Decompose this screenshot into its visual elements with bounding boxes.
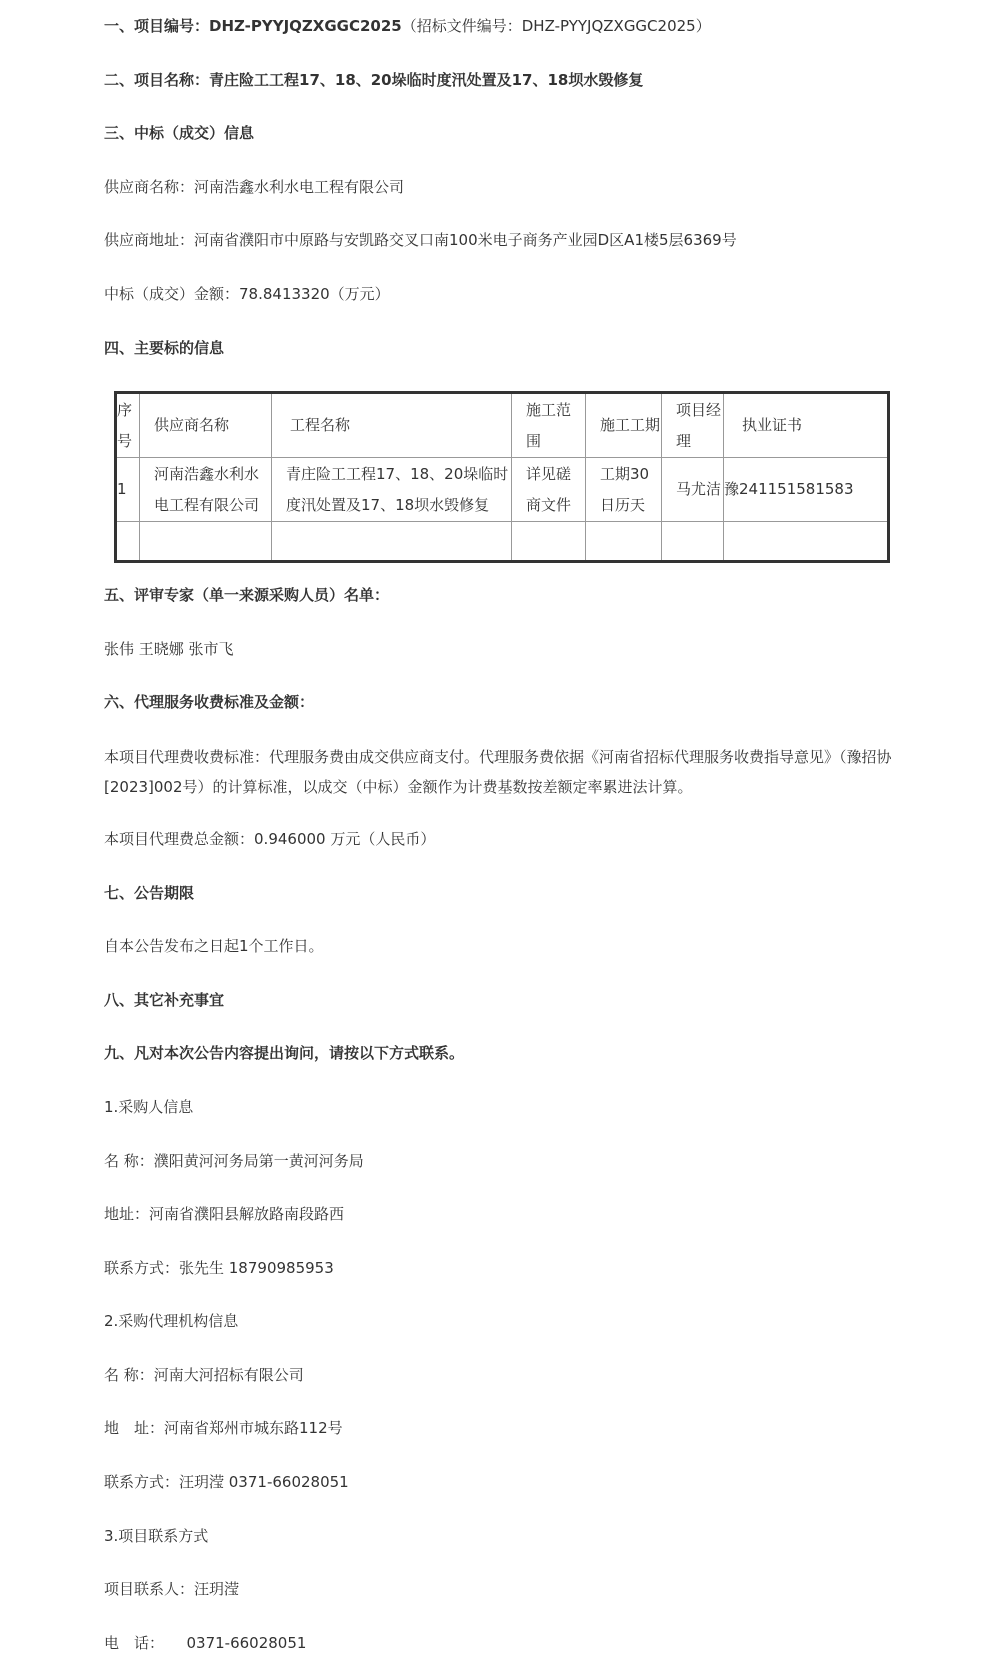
project-contact-person: 项目联系人：汪玥滢 [104,1580,240,1599]
tender-doc-number: （招标文件编号：DHZ-PYYJQZXGGC2025） [401,17,711,35]
cell-scope: 详见磋商文件 [512,458,586,522]
cell-project: 青庄险工工程17、18、20垛临时度汛处置及17、18坝水毁修复 [272,458,512,522]
experts-list: 张伟 王晓娜 张市飞 [104,639,234,658]
supplier-name: 供应商名称：河南浩鑫水利水电工程有限公司 [104,177,405,196]
header-cell: 施工工期 [586,393,662,458]
section-5-heading: 五、评审专家（单一来源采购人员）名单： [104,586,390,605]
section-8-heading: 八、其它补充事宜 [104,990,225,1009]
cell-supplier: 河南浩鑫水利水电工程有限公司 [140,458,272,522]
main-items-table [114,391,890,563]
purchaser-name: 名 称：濮阳黄河河务局第一黄河河务局 [104,1151,364,1170]
award-amount: 中标（成交）金额：78.8413320（万元） [104,284,390,303]
section-2-project-name: 二、项目名称：青庄险工工程17、18、20垛临时度汛处置及17、18坝水毁修复 [104,70,644,89]
header-cell: 项目经理 [662,393,724,458]
project-contact-heading: 3.项目联系方式 [104,1526,209,1545]
header-cell: 施工范围 [512,393,586,458]
purchaser-address: 地址：河南省濮阳县解放路南段路西 [104,1205,345,1224]
section-1-project-number [104,0,904,54]
section-9-heading: 九、凡对本次公告内容提出询问，请按以下方式联系。 [104,1044,465,1063]
section-3-heading: 三、中标（成交）信息 [104,124,255,143]
header-cell: 序号 [116,393,140,458]
notice-period: 自本公告发布之日起1个工作日。 [104,937,324,956]
fee-total: 本项目代理费总金额：0.946000 万元（人民币） [104,829,436,848]
section-7-heading: 七、公告期限 [104,883,195,902]
agency-name: 名 称：河南大河招标有限公司 [104,1365,304,1384]
supplier-address: 供应商地址：河南省濮阳市中原路与安凯路交叉口南100米电子商务产业园D区A1楼5层6369号 [104,231,737,250]
project-code: DHZ-PYYJQZXGGC2025 [209,17,402,35]
fee-standard: 本项目代理费收费标准：代理服务费由成交供应商支付。代理服务费依据《河南省招标代理服务收费指导意见》（豫招协[2023]002号）的计算标准，以成交（中标）金额作为计费基数按差额定率累进法计算。 [104,747,892,796]
table-row [116,458,889,522]
project-contact-phone: 电 话： 0371-66028051 [104,1633,307,1652]
purchaser-heading: 1.采购人信息 [104,1097,194,1116]
cell-manager: 马尤洁 [662,458,724,522]
header-cell: 工程名称 [272,393,512,458]
cell-duration: 工期30日历天 [586,458,662,522]
header-cell: 供应商名称 [140,393,272,458]
agency-address: 地 址：河南省郑州市城东路112号 [104,1419,343,1438]
table-row-empty [116,522,889,562]
section-4-heading: 四、主要标的信息 [104,338,225,357]
cell-certificate: 豫241151581583 [724,458,889,522]
table-header-row [116,393,889,458]
agency-contact: 联系方式：汪玥滢 0371-66028051 [104,1473,349,1492]
section-6-heading: 六、代理服务收费标准及金额： [104,693,315,712]
label: 一、项目编号： [104,17,210,35]
cell-index: 1 [116,458,140,522]
header-cell: 执业证书 [724,393,889,458]
purchaser-contact: 联系方式：张先生 18790985953 [104,1258,334,1277]
agency-heading: 2.采购代理机构信息 [104,1312,239,1331]
